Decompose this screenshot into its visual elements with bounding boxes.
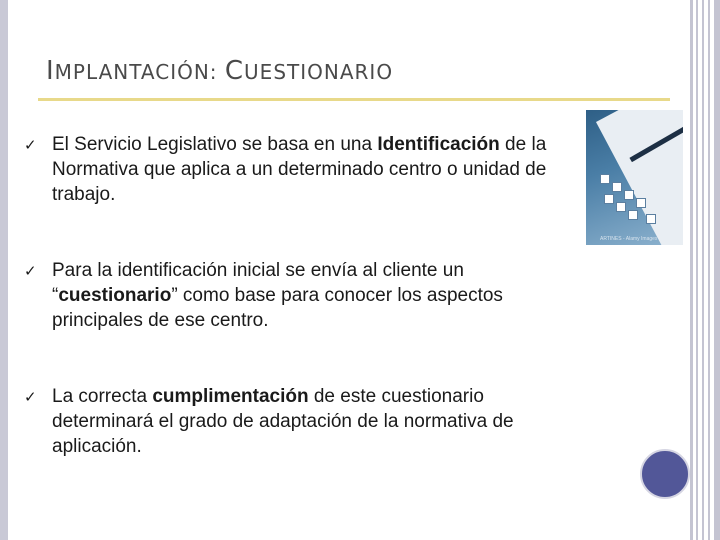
left-frame-bar — [0, 0, 8, 540]
decorative-circle — [640, 449, 690, 499]
photo-credit: ARTINES - Alamy Images — [600, 236, 658, 242]
check-icon: ✓ — [24, 262, 37, 280]
right-frame — [688, 0, 720, 540]
check-icon: ✓ — [24, 388, 37, 406]
bullet-item-2: Para la identificación inicial se envía al cliente un “cuestionario” como base para conocer los aspectos principales de ese centro. — [52, 260, 503, 331]
bullet-item-1: El Servicio Legislativo se basa en una Identificación de la Normativa que aplica a un determinado centro o unidad de trabajo. — [52, 134, 547, 205]
check-icon: ✓ — [24, 136, 37, 154]
questionnaire-photo — [586, 110, 683, 245]
bullet-item-3: La correcta cumplimentación de este cuestionario determinará el grado de adaptación de la normativa de aplicación. — [52, 386, 514, 457]
slide-title: IMPLANTACIÓN: CUESTIONARIO — [46, 56, 394, 86]
title-underline — [38, 98, 670, 101]
